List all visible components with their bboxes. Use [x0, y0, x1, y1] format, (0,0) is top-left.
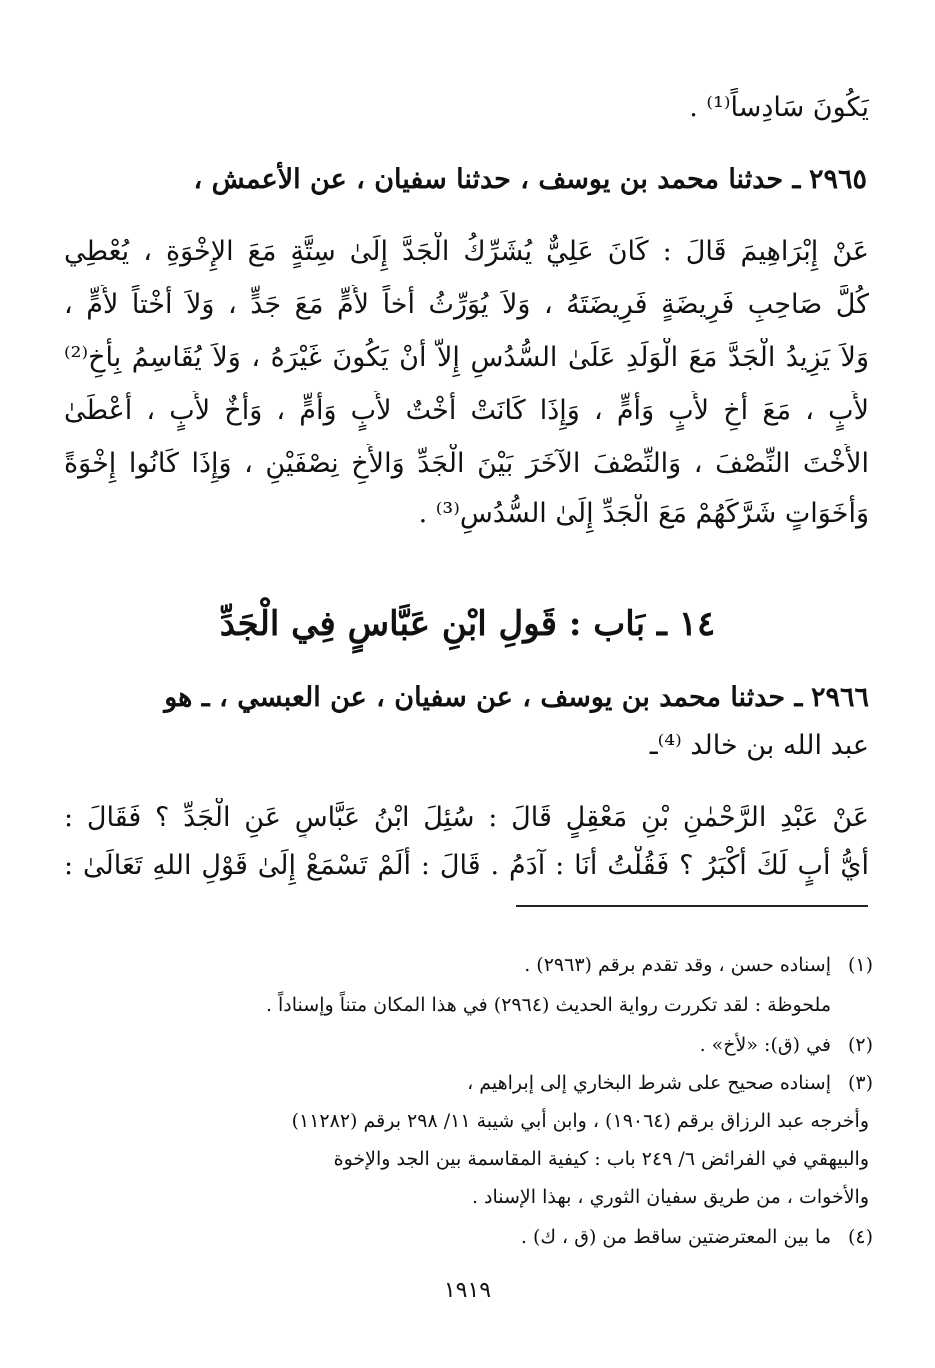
footnote-number: (١) [847, 954, 873, 976]
matn-line: الأُخْتَ النِّصْفَ ، وَالنِّصْفَ الآخَرَ بَيْنَ الْجَدِّ وَالأَخِ نِصْفَيْنِ ، وَإِذَا كَانُوا إِخْوَةً [64, 448, 869, 479]
footnote-text: إسناده حسن ، وقد تقدم برقم (٢٩٦٣) . [524, 954, 831, 976]
footnote-2 [63, 1030, 873, 1060]
matn-line: أَيُّ أَبٍ لَكَ أَكْبَرُ ؟ فَقُلْتُ أَنَا : آدَمُ . قَالَ : أَلَمْ تَسْمَعْ إِلَىٰ قَوْلِ اللهِ تَعَالَىٰ : [64, 850, 869, 881]
footnote-1-cont: ملحوظة : لقد تكررت رواية الحديث (٢٩٦٤) في هذا المكان متناً وإسناداً . [265, 994, 831, 1016]
footnote-4 [63, 1222, 873, 1252]
footnote-divider [516, 905, 868, 907]
hadith-isnad-text: ـ حدثنا محمد بن يوسف ، عن سفيان ، عن العبسي ، ـ هو [164, 682, 803, 713]
matn-line: كُلَّ صَاحِبِ فَرِيضَةٍ فَرِيضَتَهُ ، وَلاَ يُوَرِّثُ أَخاً لأُمٍّ مَعَ جَدٍّ ، وَلاَ أُخْتاً لأُمٍّ ، [64, 289, 869, 320]
matn-line: عَنْ عَبْدِ الرَّحْمٰنِ بْنِ مَعْقِلٍ قَالَ : سُئِلَ ابْنُ عَبَّاسٍ عَنِ الْجَدِّ ؟ فَقَالَ : [64, 802, 869, 833]
hadith-number: ٢٩٦٥ [808, 164, 867, 195]
intro-line: يَكُونَ سَادِساً⁽¹⁾ . [689, 92, 869, 123]
footnote-number: (٤) [847, 1226, 873, 1248]
matn-line: وَلاَ يَزِيدُ الْجَدَّ مَعَ الْوَلَدِ عَلَىٰ السُّدُسِ إِلاَّ أَنْ يَكُونَ غَيْرَهُ ، وَلاَ يُقَاسِمُ بِأَخٍ⁽²⁾ [64, 342, 869, 373]
footnote-number: (٢) [847, 1034, 873, 1056]
footnote-number: (٣) [847, 1072, 873, 1094]
page-number: ١٩١٩ [443, 1278, 492, 1303]
footnote-3-cont: وأخرجه عبد الرزاق برقم (١٩٠٦٤) ، وابن أبي شيبة ١١/ ٢٩٨ برقم (١١٢٨٢) [291, 1110, 869, 1132]
footnote-3-cont: والأخوات ، من طريق سفيان الثوري ، بهذا الإسناد . [471, 1186, 869, 1208]
hadith-number: ٢٩٦٦ [810, 682, 869, 713]
hadith-2966-isnad [64, 678, 869, 718]
footnote-text: ما بين المعترضتين ساقط من (ق ، ك) . [520, 1226, 831, 1248]
matn-line: عَنْ إِبْرَاهِيمَ قَالَ : كَانَ عَلِيٌّ يُشَرِّكُ الْجَدَّ إِلَىٰ سِتَّةٍ مَعَ الإِخْوَةِ ، يُعْطِي [64, 236, 869, 267]
footnote-text: في (ق): «لأخ» . [699, 1034, 831, 1056]
matn-line: وَأَخَوَاتٍ شَرَّكَهُمْ مَعَ الْجَدِّ إِلَىٰ السُّدُسِ⁽³⁾ . [418, 498, 869, 529]
footnote-1 [63, 950, 873, 980]
footnote-3 [63, 1068, 873, 1098]
footnote-3-cont: والبيهقي في الفرائض ٦/ ٢٤٩ باب : كيفية المقاسمة بين الجد والإخوة [333, 1148, 869, 1170]
matn-line: لأَبٍ ، مَعَ أَخٍ لأَبٍ وَأُمٍّ ، وَإِذَا كَانَتْ أُخْتٌ لأَبٍ وَأُمٍّ ، وَأَخٌ لأَبٍ ، أَعْطَىٰ [64, 395, 869, 426]
hadith-2965-isnad [62, 160, 867, 200]
hadith-2966-isnad-cont: عبد الله بن خالد ⁽⁴⁾ـ [649, 730, 869, 761]
hadith-isnad-text: ـ حدثنا محمد بن يوسف ، حدثنا سفيان ، عن الأعمش ، [193, 164, 801, 195]
chapter-heading: ١٤ ـ بَاب : قَولِ ابْنِ عَبَّاسٍ فِي الْجَدِّ [219, 604, 716, 644]
footnote-text: إسناده صحيح على شرط البخاري إلى إبراهيم ، [467, 1072, 831, 1094]
